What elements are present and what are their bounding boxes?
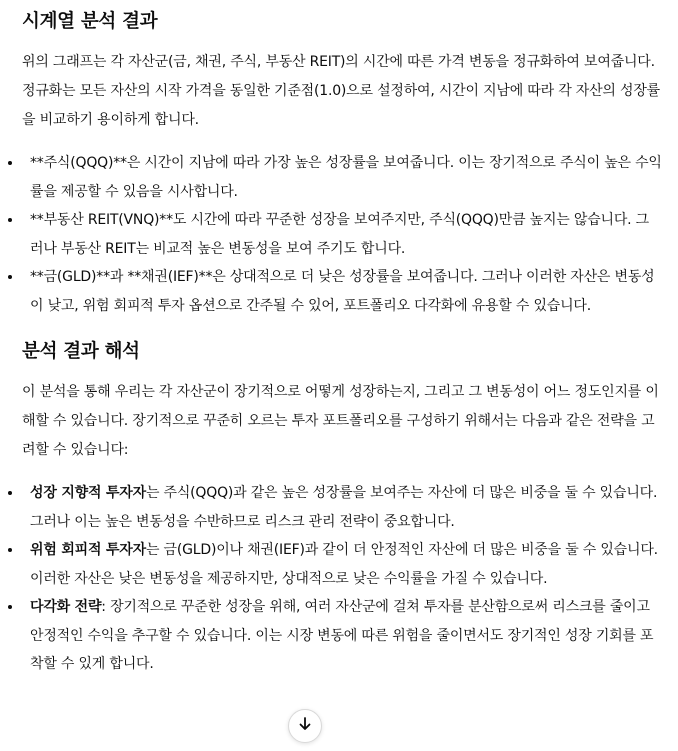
section-paragraph-interpretation: 이 분석을 통해 우리는 각 자산군이 장기적으로 어떻게 성장하는지, 그리고 그 변동성이 어느 정도인지를 이해할 수 있습니다. 장기적으로 꾸준히 오르는 투자 포트폴리오를 구성하기 위해서는 다음과 같은 전략을 고려할 수 있습니다: [22,384,659,458]
bullet-list-strategies [22,479,662,679]
arrow-down-icon [297,716,313,736]
list-item: **부동산 REIT(VNQ)**도 시간에 따라 꾸준한 성장을 보여주지만, 주식(QQQ)만큼 높지는 않습니다. 그러나 부동산 REIT는 비교적 높은 변동성을 보여 주기도 합니다. [22,206,662,263]
chat-message-content [22,0,662,689]
list-item: **주식(QQQ)**은 시간이 지남에 따라 가장 높은 성장률을 보여줍니다. 이는 장기적으로 주식이 높은 수익률을 제공할 수 있음을 시사합니다. [22,149,662,206]
section-heading-time-series: 시계열 분석 결과 [22,11,158,32]
list-item [22,593,662,679]
strategy-text: : 장기적으로 꾸준한 성장을 위해, 여러 자산군에 걸쳐 투자를 분산함으로써 리스크를 줄이고 안정적인 수익을 추구할 수 있습니다. 이는 시장 변동에 따른 위험을 줄이면서도 장기적인 성장 기회를 포착할 수 있게 합니다. [30,599,654,672]
bullet-list-assets [22,149,662,320]
list-item [22,536,662,593]
strategy-text: 는 금(GLD)이나 채권(IEF)과 같이 더 안정적인 자산에 더 많은 비중을 둘 수 있습니다. 이러한 자산은 낮은 변동성을 제공하지만, 상대적으로 낮은 수익률을 가질 수 있습니다. [30,542,658,587]
section-paragraph-time-series: 위의 그래프는 각 자산군(금, 채권, 주식, 부동산 REIT)의 시간에 따른 가격 변동을 정규화하여 보여줍니다. 정규화는 모든 자산의 시작 가격을 동일한 기준점(1.0)으로 설정하여, 시간이 지남에 따라 각 자산의 성장률을 비교하기 용이하게 합니다. [22,54,660,128]
list-item [22,479,662,536]
strategy-text: 는 주식(QQQ)과 같은 높은 성장률을 보여주는 자산에 더 많은 비중을 둘 수 있습니다. 그러나 이는 높은 변동성을 수반하므로 리스크 관리 전략이 중요합니다. [30,485,658,530]
strategy-label: 위험 회피적 투자자 [30,542,146,558]
strategy-label: 다각화 전략 [30,599,102,615]
list-item: **금(GLD)**과 **채권(IEF)**은 상대적으로 더 낮은 성장률을 보여줍니다. 그러나 이러한 자산은 변동성이 낮고, 위험 회피적 투자 옵션으로 간주될 수 있어, 포트폴리오 다각화에 유용할 수 있습니다. [22,263,662,320]
section-heading-interpretation: 분석 결과 해석 [22,341,140,362]
strategy-label: 성장 지향적 투자자 [30,485,146,501]
scroll-to-bottom-button[interactable] [288,709,322,743]
